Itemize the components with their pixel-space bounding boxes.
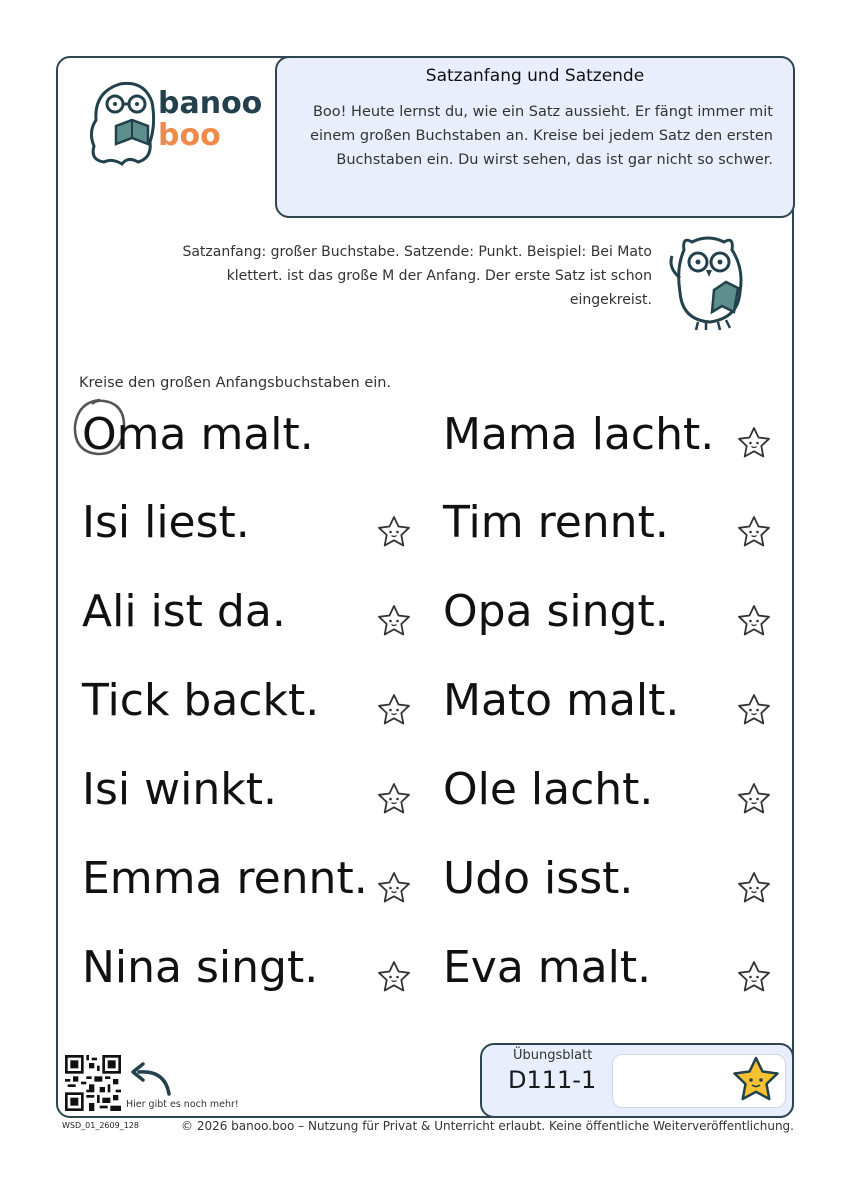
gold-star-icon [730,1055,782,1105]
sentence-right: Opa singt. [443,586,669,637]
sentence-right: Mama lacht. [443,409,715,460]
star-face-icon[interactable] [376,692,412,728]
intro-box [275,56,795,218]
sentence-left: Ali ist da. [82,586,286,637]
document-code: WSD_01_2609_128 [62,1121,139,1130]
star-face-icon[interactable] [376,870,412,906]
star-face-icon[interactable] [736,603,772,639]
sentence-left: Isi liest. [82,497,250,548]
sentence-right: Udo isst. [443,853,634,904]
sentence-left: Oma malt. [82,409,314,460]
sentence-left: Isi winkt. [82,764,277,815]
logo-line1: banoo [158,86,263,121]
star-face-icon[interactable] [736,959,772,995]
star-face-icon[interactable] [736,692,772,728]
star-face-icon[interactable] [736,425,772,461]
more-link-label[interactable]: Hier gibt es noch mehr! [126,1099,239,1110]
copyright-notice: © 2026 banoo.boo – Nutzung für Privat & Unterricht erlaubt. Keine öffentliche Weiterveröffentlichung. [181,1119,794,1133]
sentence-left: Nina singt. [82,942,319,993]
star-face-icon[interactable] [376,603,412,639]
logo-line2: boo [158,118,221,153]
curved-arrow-icon [125,1060,175,1098]
star-face-icon[interactable] [376,514,412,550]
sheet-code: D111-1 [508,1066,597,1094]
intro-text: Boo! Heute lernst du, wie ein Satz aussieht. Er fängt immer mit einem großen Buchstaben an. Kreise bei jedem Satz den ersten Buchstaben ein. Du wirst sehen, das ist gar nicht so schwer. [310,104,773,168]
brand-logo [158,88,262,152]
sentence-right: Tim rennt. [443,497,669,548]
sheet-label: Übungsblatt [513,1048,593,1063]
star-face-icon[interactable] [736,781,772,817]
page-title: Satzanfang und Satzende [425,66,645,86]
sentence-right: Eva malt. [443,942,652,993]
sentence-left: Emma rennt. [82,853,368,904]
star-face-icon[interactable] [736,514,772,550]
hint-text: Satzanfang: großer Buchstabe. Satzende: Punkt. Beispiel: Bei Mato klettert. ist das große M der Anfang. Der erste Satz ist schon eingekreist. [182,244,652,308]
sentence-left: Tick backt. [82,675,320,726]
star-face-icon[interactable] [376,781,412,817]
sentence-right: Mato malt. [443,675,680,726]
qr-code-icon[interactable] [65,1055,121,1111]
sentence-right: Ole lacht. [443,764,654,815]
star-face-icon[interactable] [376,959,412,995]
star-face-icon[interactable] [736,870,772,906]
task-instruction: Kreise den großen Anfangsbuchstaben ein. [79,375,392,391]
owl-mascot-icon [662,228,754,334]
